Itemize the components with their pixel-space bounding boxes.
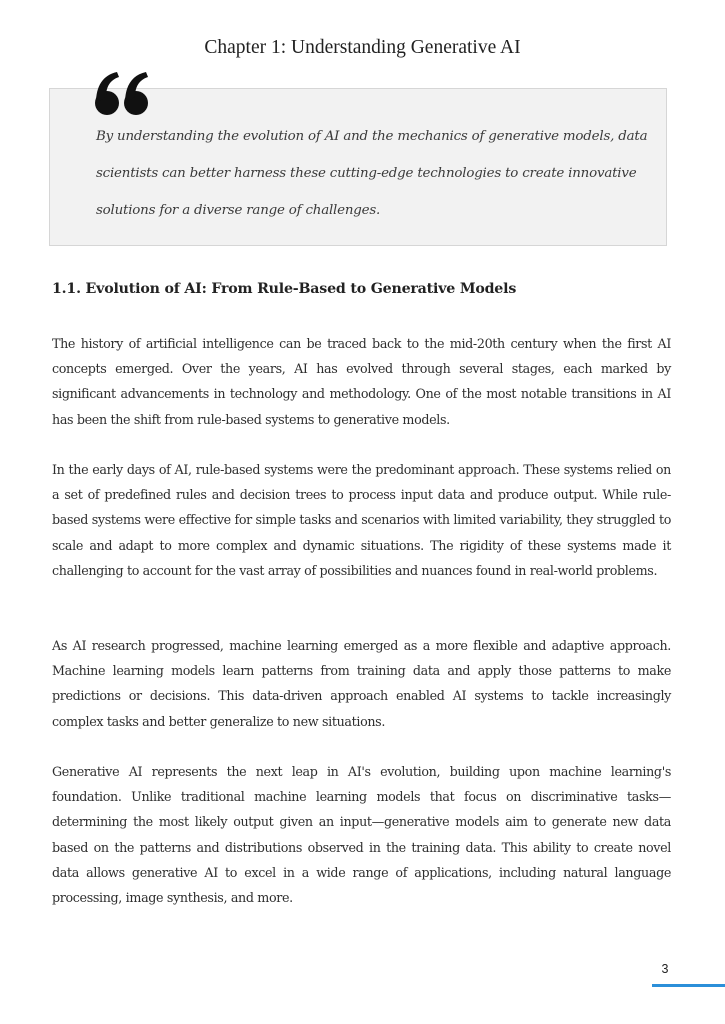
page-number: 3 <box>661 962 669 976</box>
chapter-title: Chapter 1: Understanding Generative AI <box>204 37 521 58</box>
quote-mark-icon <box>94 70 152 118</box>
body-paragraph: As AI research progressed, machine learning emerged as a more flexible and adaptive approach. Machine learning models learn patterns from training data and apply those patterns to make predictions or decisions. This data-driven approach enabled AI systems to tackle increasingly complex tasks and better generalize to new situations. <box>52 638 671 729</box>
section-heading: 1.1. Evolution of AI: From Rule-Based to Generative Models <box>52 281 517 297</box>
body-paragraph: The history of artificial intelligence can be traced back to the mid-20th century when the first AI concepts emerged. Over the years, AI has evolved through several stages, each marked by significant advancements in technology and methodology. One of the most notable transitions in AI has been the shift from rule-based systems to generative models. <box>52 336 671 427</box>
pull-quote-text: By understanding the evolution of AI and the mechanics of generative models, data scientists can better harness these cutting-edge technologies to create innovative solutions for a diverse range of challenges. <box>96 129 648 218</box>
footer-accent-rule <box>652 984 725 987</box>
body-paragraph: Generative AI represents the next leap in AI's evolution, building upon machine learning's foundation. Unlike traditional machine learning models that focus on discriminative tasks—determining the most likely output given an input—generative models aim to generate new data based on the patterns and distributions observed in the training data. This ability to create novel data allows generative AI to excel in a wide range of applications, including natural language processing, image synthesis, and more. <box>52 764 671 906</box>
body-paragraph: In the early days of AI, rule-based systems were the predominant approach. These systems relied on a set of predefined rules and decision trees to process input data and produce output. While rule-based systems were effective for simple tasks and scenarios with limited variability, they struggled to scale and adapt to more complex and dynamic situations. The rigidity of these systems made it challenging to account for the vast array of possibilities and nuances found in real-world problems. <box>52 462 671 578</box>
